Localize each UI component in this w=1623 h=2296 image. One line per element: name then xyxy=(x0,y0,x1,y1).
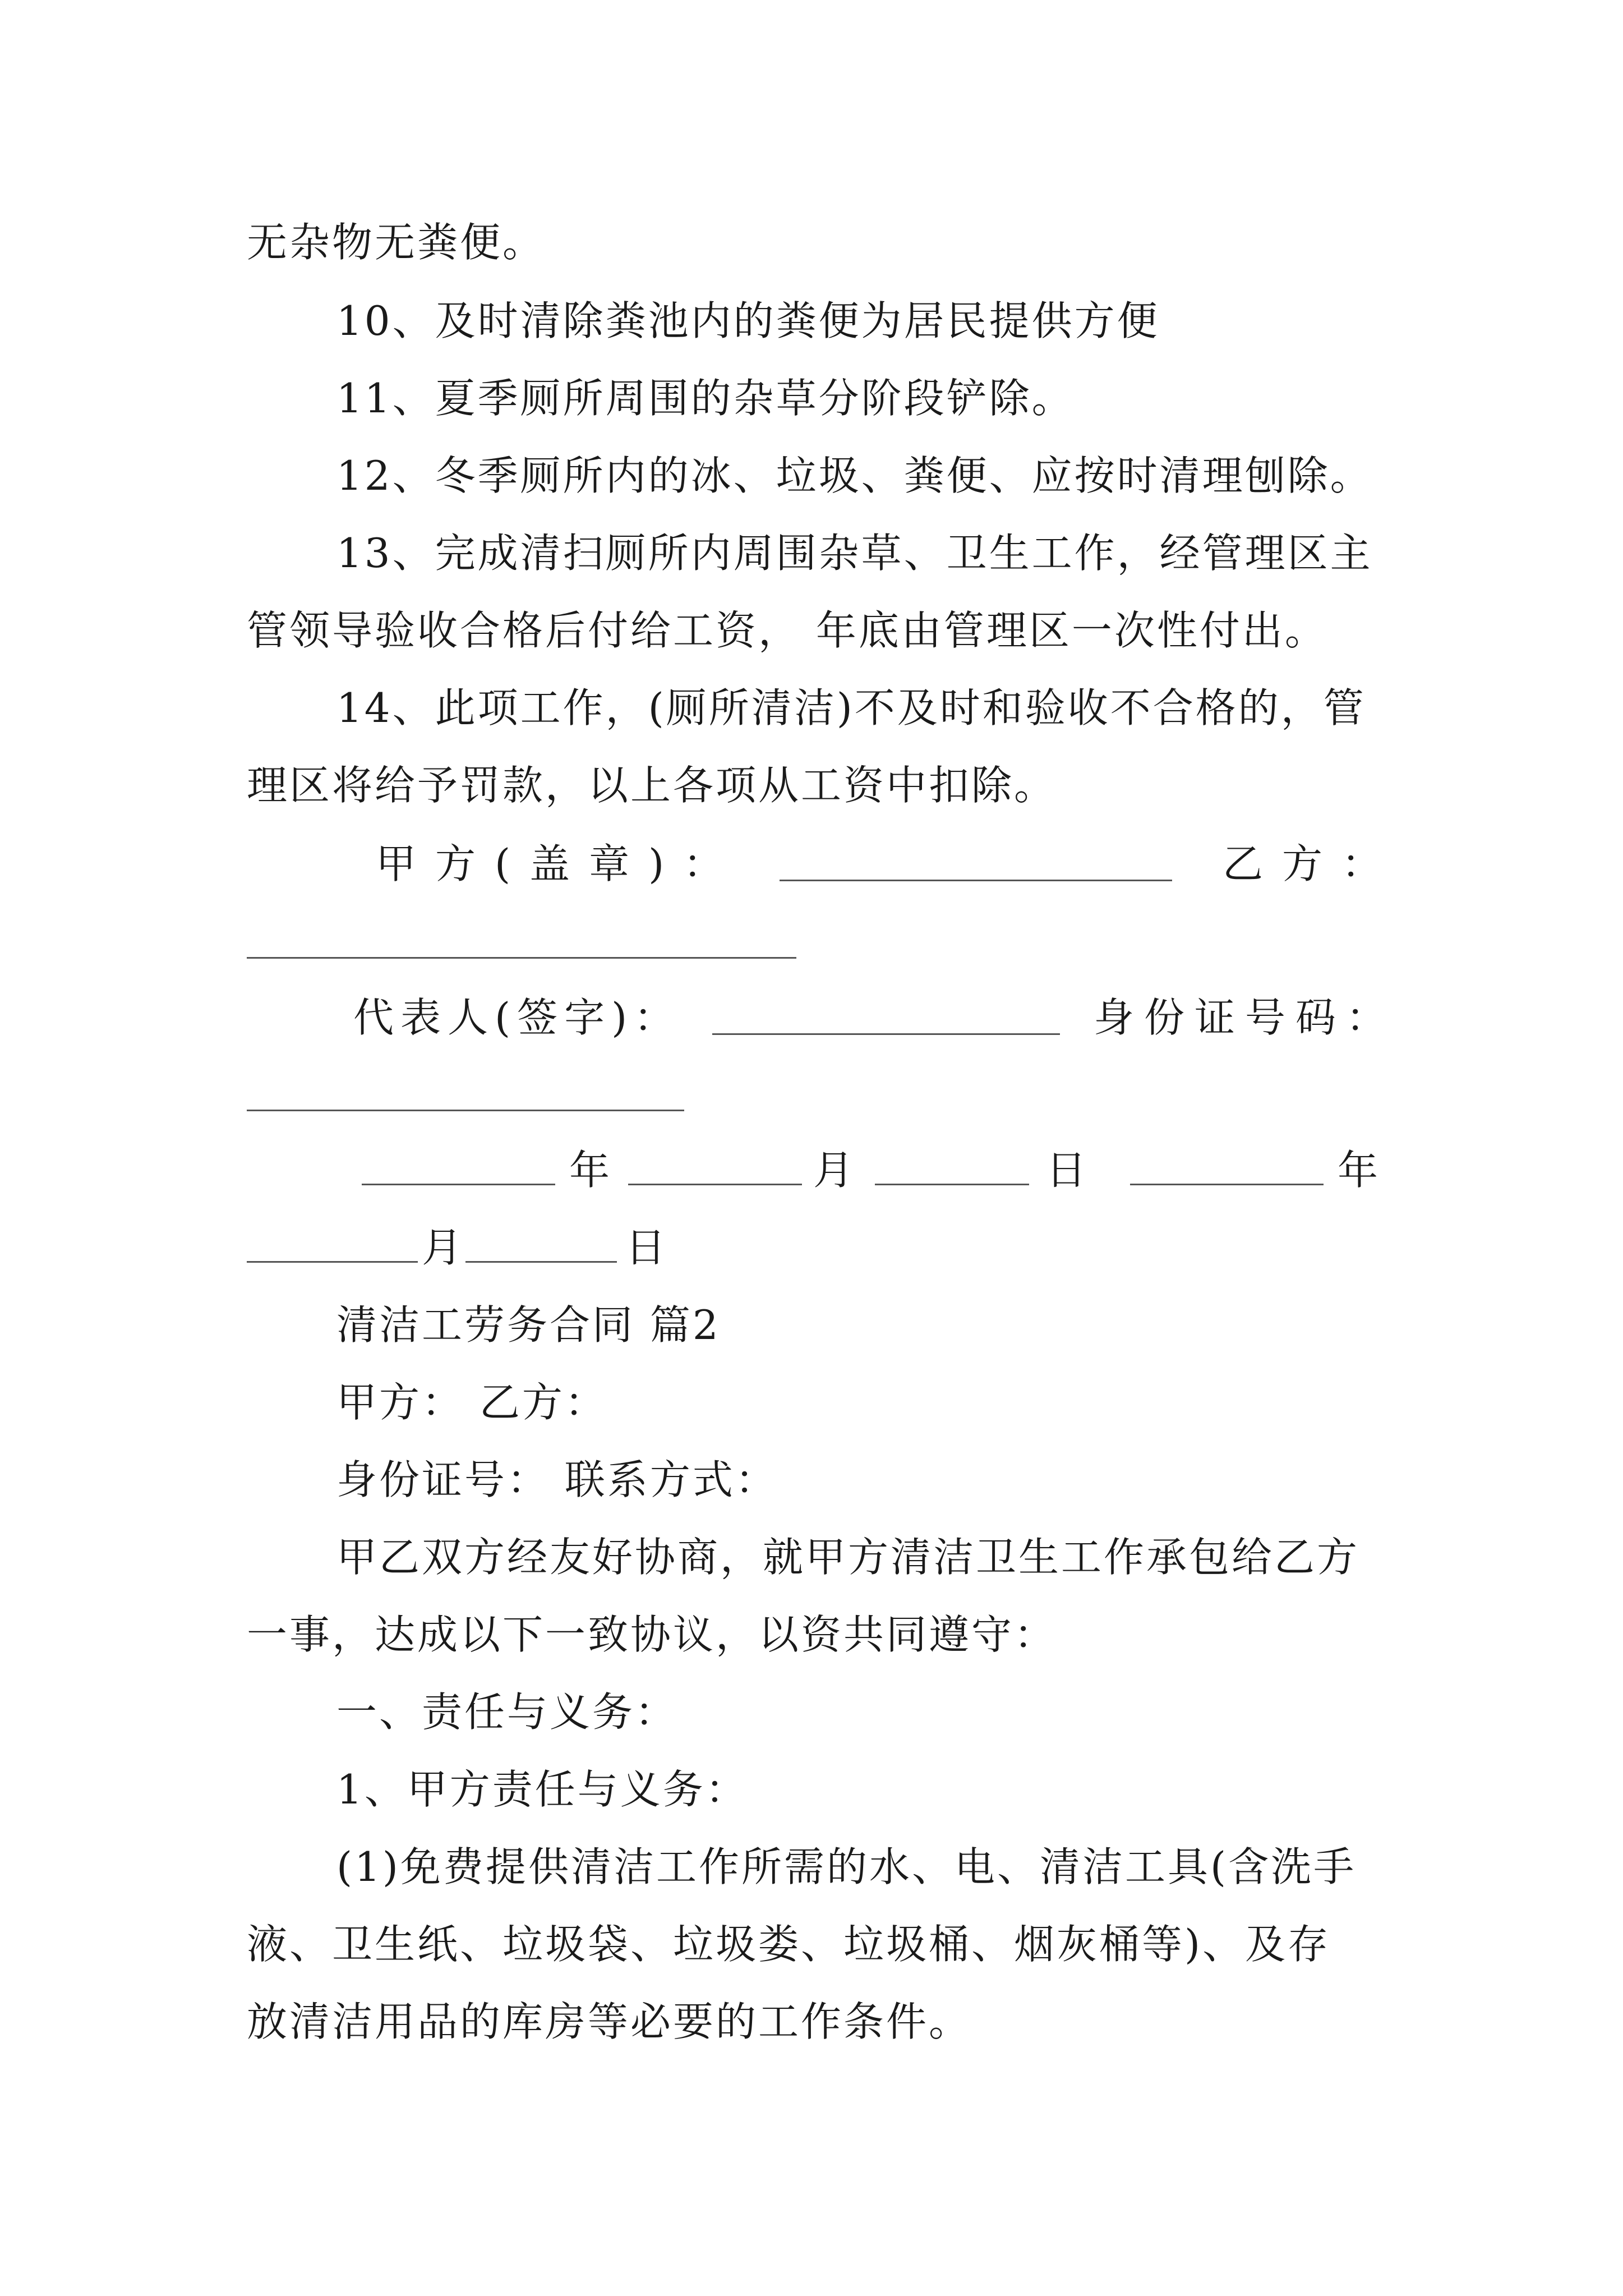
representative-label: 代表人(签字)： xyxy=(353,994,681,1041)
date-a-day-label: 日 xyxy=(1046,1147,1087,1194)
date-b-day-label: 日 xyxy=(625,1224,666,1271)
date-b-year-blank xyxy=(1130,1184,1324,1185)
subheading-party-a: 1、甲方责任与义务： xyxy=(336,1766,748,1813)
date-a-day-blank xyxy=(875,1184,1029,1185)
date-b-year-label: 年 xyxy=(1338,1147,1378,1194)
item-1: (1)免费提供清洁工作所需的水、电、清洁工具(含洗手 xyxy=(336,1843,1357,1890)
representative-blank xyxy=(712,1033,1060,1035)
paragraph-line: 无杂物无粪便。 xyxy=(247,219,546,266)
clause-14: 14、此项工作，(厕所清洁)不及时和验收不合格的，管 xyxy=(336,684,1366,731)
clause-14-continued: 理区将给予罚款，以上各项从工资中扣除。 xyxy=(247,762,1057,809)
id-number-blank xyxy=(247,1110,684,1111)
clause-13-continued: 管领导验收合格后付给工资， 年底由管理区一次性付出。 xyxy=(247,607,1327,654)
clause-13: 13、完成清扫厕所内周围杂草、卫生工作，经管理区主 xyxy=(336,530,1373,577)
id-contact-line: 身份证号： 联系方式： xyxy=(336,1456,778,1503)
heading-responsibilities: 一、责任与义务： xyxy=(336,1688,678,1736)
clause-12: 12、冬季厕所内的冰、垃圾、粪便、应按时清理刨除。 xyxy=(336,452,1373,499)
clause-10: 10、及时清除粪池内的粪便为居民提供方便 xyxy=(336,297,1160,344)
party-a-seal-label: 甲方(盖章)： xyxy=(376,840,743,887)
clause-11: 11、夏季厕所周围的杂草分阶段铲除。 xyxy=(336,375,1075,422)
date-b-day-blank xyxy=(465,1261,617,1263)
item-1-continued: 液、卫生纸、垃圾袋、垃圾娄、垃圾桶、烟灰桶等)、及存 xyxy=(247,1921,1331,1968)
party-a-seal-blank xyxy=(780,880,1172,881)
party-b-blank xyxy=(247,957,796,959)
section-2-title: 清洁工劳务合同 篇2 xyxy=(336,1301,721,1349)
date-b-month-label: 月 xyxy=(422,1224,463,1271)
date-a-year-blank xyxy=(362,1184,555,1185)
date-a-month-label: 月 xyxy=(813,1147,854,1194)
date-b-month-blank xyxy=(247,1261,418,1263)
agreement-intro: 甲乙双方经友好协商，就甲方清洁卫生工作承包给乙方 xyxy=(336,1534,1360,1581)
id-number-label: 身份证号码： xyxy=(1094,994,1397,1041)
item-1-continued-2: 放清洁用品的库房等必要的工作条件。 xyxy=(247,1998,972,2045)
date-a-month-blank xyxy=(628,1184,802,1185)
agreement-intro-continued: 一事，达成以下一致协议，以资共同遵守： xyxy=(247,1611,1057,1658)
party-b-label: 乙方： xyxy=(1223,840,1401,887)
parties-line: 甲方： 乙方： xyxy=(336,1379,607,1426)
date-a-year-label: 年 xyxy=(569,1147,610,1194)
